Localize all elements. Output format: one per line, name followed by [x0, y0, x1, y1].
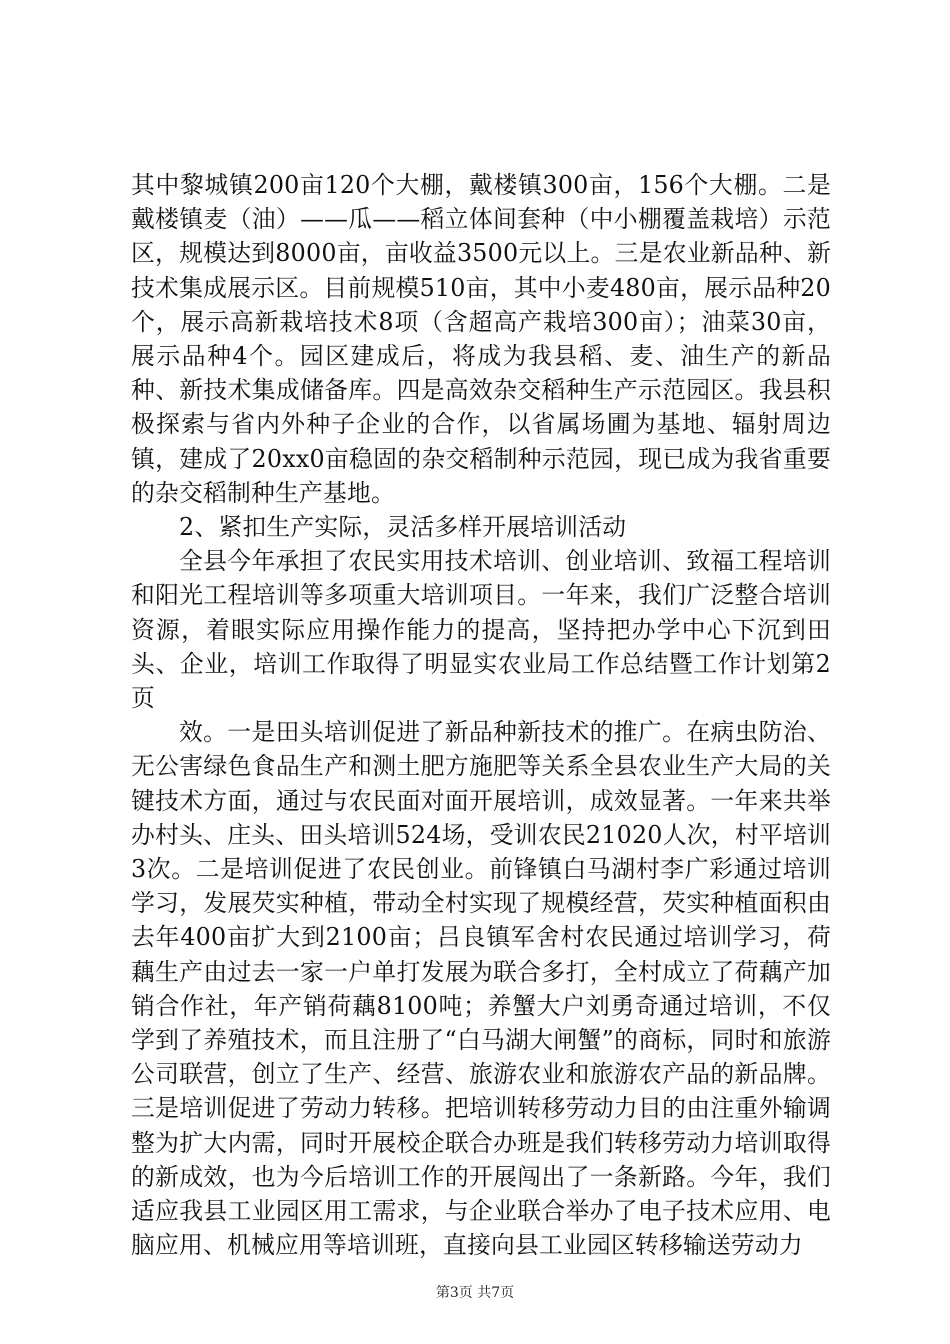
paragraph-3: 全县今年承担了农民实用技术培训、创业培训、致福工程培训和阳光工程培训等多项重大培训项目。一年来，我们广泛整合培训资源，着眼实际应用操作能力的提高，坚持把办学中心下沉到田头、企业，培训工作取得了明显实农业局工作总结暨工作计划第2页 [131, 547, 831, 713]
page-footer [0, 1284, 950, 1302]
page-number-label: 第3页 共7页 [435, 1285, 515, 1301]
paragraph-4: 效。一是田头培训促进了新品种新技术的推广。在病虫防治、无公害绿色食品生产和测土肥方施肥等关系全县农业生产大局的关键技术方面，通过与农民面对面开展培训，成效显著。一年来共举办村头、庄头、田头培训524场，受训农民21020人次，村平培训3次。二是培训促进了农民创业。前锋镇白马湖村李广彩通过培训学习，发展芡实种植，带动全村实现了规模经营，芡实种植面积由去年400亩扩大到2100亩；吕良镇军舍村农民通过培训学习，荷藕生产由过去一家一户单打发展为联合多打，全村成立了荷藕产加销合作社，年产销荷藕8100吨；养蟹大户刘勇奇通过培训，不仅学到了养殖技术，而且注册了“白马湖大闸蟹”的商标，同时和旅游公司联营，创立了生产、经营、旅游农业和旅游农产品的新品牌。三是培训促进了劳动力转移。把培训转移劳动力目的由注重外输调整为扩大内需，同时开展校企联合办班是我们转移劳动力培训取得的新成效，也为今后培训工作的开展闯出了一条新路。今年，我们适应我县工业园区用工需求，与企业联合举办了电子技术应用、电脑应用、机械应用等培训班，直接向县工业园区转移输送劳动力 [131, 718, 831, 1260]
document-body [131, 168, 831, 1263]
paragraph-1: 其中黎城镇200亩120个大棚，戴楼镇300亩，156个大棚。二是戴楼镇麦（油）——瓜——稻立体间套种（中小棚覆盖栽培）示范区，规模达到8000亩，亩收益3500元以上。三是农业新品种、新技术集成展示区。目前规模510亩，其中小麦480亩，展示品种20个，展示高新栽培技术8项（含超高产栽培300亩）；油菜30亩，展示品种4个。园区建成后，将成为我县稻、麦、油生产的新品种、新技术集成储备库。四是高效杂交稻种生产示范园区。我县积极探索与省内外种子企业的合作，以省属场圃为基地、辐射周边镇，建成了20xx0亩稳固的杂交稻制种示范园，现已成为我省重要的杂交稻制种生产基地。 [131, 171, 831, 507]
section-heading: 2、紧扣生产实际，灵活多样开展培训活动 [179, 513, 627, 542]
